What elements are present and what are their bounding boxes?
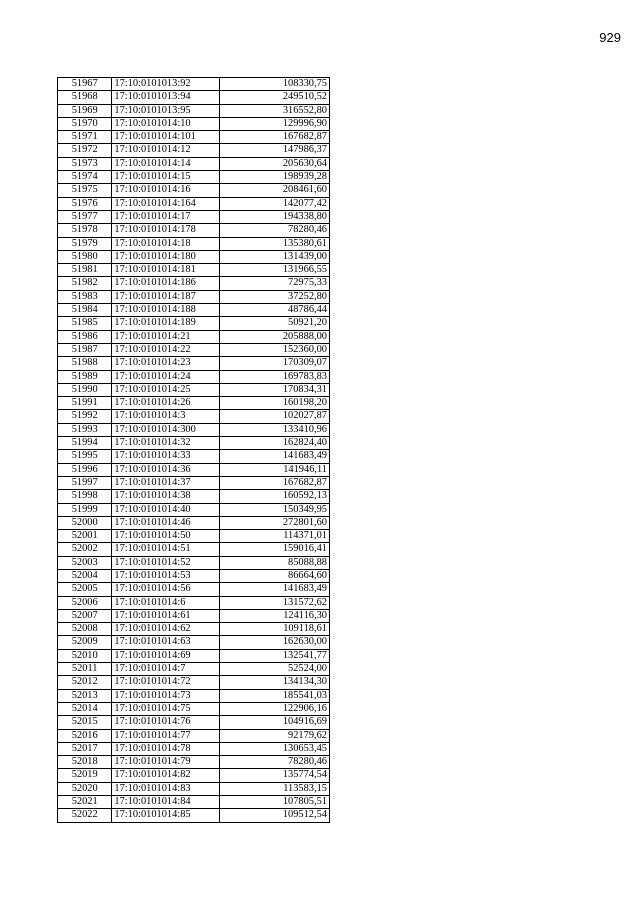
cadastral-value-cell: 113583,15 [220,782,330,795]
row-number-cell: 52013 [58,689,112,702]
row-number-cell: 51987 [58,343,112,356]
row-number-cell: 51992 [58,410,112,423]
table-row [58,742,330,755]
cadastral-number-cell: 17:10:0101014:53 [112,569,220,582]
cadastral-number-cell: 17:10:0101014:85 [112,809,220,822]
row-number-cell: 51997 [58,476,112,489]
cadastral-number-cell: 17:10:0101014:189 [112,317,220,330]
cadastral-value-cell: 109512,54 [220,809,330,822]
cadastral-number-cell: 17:10:0101014:6 [112,596,220,609]
cadastral-number-cell: 17:10:0101014:37 [112,476,220,489]
row-number-cell: 51988 [58,357,112,370]
cadastral-value-cell: 141683,49 [220,583,330,596]
table-row [58,171,330,184]
cadastral-value-cell: 37252,80 [220,290,330,303]
table-row [58,197,330,210]
table-row [58,503,330,516]
cadastral-number-cell: 17:10:0101014:77 [112,729,220,742]
cadastral-value-cell: 78280,46 [220,224,330,237]
cadastral-value-cell: 52524,00 [220,663,330,676]
table-row [58,543,330,556]
cadastral-number-cell: 17:10:0101014:82 [112,769,220,782]
table-row [58,490,330,503]
row-number-cell: 52009 [58,636,112,649]
row-number-cell: 51996 [58,463,112,476]
table-row [58,91,330,104]
table-row [58,343,330,356]
table-row [58,237,330,250]
cadastral-number-cell: 17:10:0101014:7 [112,663,220,676]
row-number-cell: 51978 [58,224,112,237]
cadastral-value-cell: 194338,80 [220,210,330,223]
cadastral-value-cell: 130653,45 [220,742,330,755]
row-number-cell: 52021 [58,796,112,809]
cadastral-value-cell: 92179,62 [220,729,330,742]
table-row [58,729,330,742]
cadastral-value-cell: 131966,55 [220,264,330,277]
cadastral-value-cell: 86664,60 [220,569,330,582]
table-body [58,78,330,823]
row-number-cell: 52011 [58,663,112,676]
table-row [58,476,330,489]
cadastral-number-cell: 17:10:0101014:76 [112,716,220,729]
row-number-cell: 51973 [58,157,112,170]
row-number-cell: 51986 [58,330,112,343]
row-number-cell: 51980 [58,250,112,263]
row-number-cell: 51974 [58,171,112,184]
cadastral-value-cell: 129996,90 [220,117,330,130]
cadastral-number-cell: 17:10:0101014:40 [112,503,220,516]
table-row [58,663,330,676]
table-row [58,410,330,423]
cadastral-value-cell: 109118,61 [220,623,330,636]
table-row [58,782,330,795]
cadastral-value-cell: 160198,20 [220,397,330,410]
cadastral-number-cell: 17:10:0101014:186 [112,277,220,290]
row-number-cell: 52017 [58,742,112,755]
row-number-cell: 52001 [58,530,112,543]
row-number-cell: 51977 [58,210,112,223]
row-number-cell: 51982 [58,277,112,290]
table-row [58,769,330,782]
cadastral-number-cell: 17:10:0101014:46 [112,516,220,529]
row-number-cell: 52016 [58,729,112,742]
row-number-cell: 52010 [58,649,112,662]
cadastral-value-cell: 107805,51 [220,796,330,809]
cadastral-number-cell: 17:10:0101014:33 [112,450,220,463]
cadastral-number-cell: 17:10:0101014:300 [112,423,220,436]
table-row [58,157,330,170]
row-number-cell: 52015 [58,716,112,729]
cadastral-value-cell: 249510,52 [220,91,330,104]
table-row [58,623,330,636]
cadastral-value-cell: 205888,00 [220,330,330,343]
cadastral-value-cell: 316552,80 [220,104,330,117]
cadastral-number-cell: 17:10:0101014:18 [112,237,220,250]
table-row [58,530,330,543]
cadastral-number-cell: 17:10:0101014:51 [112,543,220,556]
cadastral-value-cell: 133410,96 [220,423,330,436]
row-number-cell: 51981 [58,264,112,277]
table-row [58,210,330,223]
cadastral-number-cell: 17:10:0101014:16 [112,184,220,197]
cadastral-value-cell: 131572,62 [220,596,330,609]
table-row [58,104,330,117]
table-row [58,689,330,702]
cadastral-number-cell: 17:10:0101014:73 [112,689,220,702]
cadastral-number-cell: 17:10:0101014:23 [112,357,220,370]
cadastral-value-cell: 147986,37 [220,144,330,157]
cadastral-number-cell: 17:10:0101014:180 [112,250,220,263]
cadastral-value-cell: 198939,28 [220,171,330,184]
row-number-cell: 52020 [58,782,112,795]
cadastral-number-cell: 17:10:0101014:10 [112,117,220,130]
page-number: 929 [599,30,621,45]
cadastral-number-cell: 17:10:0101013:95 [112,104,220,117]
table-row [58,556,330,569]
table-row [58,370,330,383]
cadastral-value-cell: 167682,87 [220,476,330,489]
cadastral-value-cell: 141683,49 [220,450,330,463]
row-number-cell: 52019 [58,769,112,782]
cadastral-number-cell: 17:10:0101014:83 [112,782,220,795]
table-row [58,463,330,476]
cadastral-value-cell: 142077,42 [220,197,330,210]
cadastral-number-cell: 17:10:0101014:3 [112,410,220,423]
row-number-cell: 52004 [58,569,112,582]
row-number-cell: 51967 [58,78,112,91]
row-number-cell: 51970 [58,117,112,130]
cadastral-number-cell: 17:10:0101014:188 [112,304,220,317]
cadastral-value-cell: 208461,60 [220,184,330,197]
row-number-cell: 51991 [58,397,112,410]
row-number-cell: 52012 [58,676,112,689]
table-row [58,184,330,197]
cadastral-value-cell: 134134,30 [220,676,330,689]
cadastral-number-cell: 17:10:0101014:52 [112,556,220,569]
row-number-cell: 51984 [58,304,112,317]
cadastral-value-cell: 272801,60 [220,516,330,529]
table-row [58,756,330,769]
table-row [58,569,330,582]
table-row [58,357,330,370]
table-row [58,702,330,715]
cadastral-number-cell: 17:10:0101014:79 [112,756,220,769]
cadastral-value-cell: 141946,11 [220,463,330,476]
row-number-cell: 52007 [58,609,112,622]
row-number-cell: 52005 [58,583,112,596]
cadastral-value-cell: 135380,61 [220,237,330,250]
table-row [58,796,330,809]
cadastral-value-cell: 162824,40 [220,437,330,450]
cadastral-number-cell: 17:10:0101014:63 [112,636,220,649]
row-number-cell: 52002 [58,543,112,556]
cadastral-value-cell: 152360,00 [220,343,330,356]
cadastral-value-cell: 135774,54 [220,769,330,782]
table-row [58,450,330,463]
cadastral-number-cell: 17:10:0101014:21 [112,330,220,343]
cadastral-number-cell: 17:10:0101013:94 [112,91,220,104]
table-row [58,516,330,529]
cadastral-number-cell: 17:10:0101014:69 [112,649,220,662]
table-row [58,397,330,410]
row-number-cell: 51979 [58,237,112,250]
cadastral-value-cell: 124116,30 [220,609,330,622]
cadastral-number-cell: 17:10:0101014:101 [112,131,220,144]
row-number-cell: 52003 [58,556,112,569]
cadastral-number-cell: 17:10:0101014:15 [112,171,220,184]
cadastral-number-cell: 17:10:0101014:17 [112,210,220,223]
row-number-cell: 52006 [58,596,112,609]
cadastral-value-cell: 85088,88 [220,556,330,569]
cadastral-number-cell: 17:10:0101013:92 [112,78,220,91]
cadastral-value-cell: 150349,95 [220,503,330,516]
row-number-cell: 52000 [58,516,112,529]
table-row [58,809,330,822]
cadastral-value-cell: 78280,46 [220,756,330,769]
table-row [58,716,330,729]
cadastral-value-cell: 132541,77 [220,649,330,662]
cadastral-number-cell: 17:10:0101014:78 [112,742,220,755]
table-row [58,78,330,91]
table-row [58,264,330,277]
table-row [58,609,330,622]
row-number-cell: 51999 [58,503,112,516]
table-row [58,330,330,343]
cadastral-number-cell: 17:10:0101014:181 [112,264,220,277]
cadastral-number-cell: 17:10:0101014:12 [112,144,220,157]
table-row [58,131,330,144]
cadastral-number-cell: 17:10:0101014:26 [112,397,220,410]
cadastral-value-cell: 159016,41 [220,543,330,556]
row-number-cell: 51989 [58,370,112,383]
cadastral-number-cell: 17:10:0101014:62 [112,623,220,636]
cadastral-value-cell: 205630,64 [220,157,330,170]
row-number-cell: 51995 [58,450,112,463]
row-number-cell: 52014 [58,702,112,715]
cadastral-number-cell: 17:10:0101014:61 [112,609,220,622]
table-row [58,304,330,317]
table-row [58,290,330,303]
table-row [58,583,330,596]
table-row [58,437,330,450]
cadastral-number-cell: 17:10:0101014:38 [112,490,220,503]
row-number-cell: 51985 [58,317,112,330]
cadastral-number-cell: 17:10:0101014:164 [112,197,220,210]
table-row [58,636,330,649]
cadastral-number-cell: 17:10:0101014:24 [112,370,220,383]
row-number-cell: 51994 [58,437,112,450]
cadastral-value-cell: 122906,16 [220,702,330,715]
cadastral-number-cell: 17:10:0101014:84 [112,796,220,809]
row-number-cell: 51983 [58,290,112,303]
cadastral-value-cell: 48786,44 [220,304,330,317]
table-row [58,317,330,330]
cadastral-value-cell: 104916,69 [220,716,330,729]
table-row [58,596,330,609]
cadastral-value-cell: 162630,00 [220,636,330,649]
cadastral-value-cell: 170834,31 [220,383,330,396]
cadastral-number-cell: 17:10:0101014:75 [112,702,220,715]
table-row [58,144,330,157]
row-number-cell: 51990 [58,383,112,396]
cadastral-value-cell: 50921,20 [220,317,330,330]
cadastral-number-cell: 17:10:0101014:72 [112,676,220,689]
cadastral-number-cell: 17:10:0101014:14 [112,157,220,170]
table-row [58,676,330,689]
row-number-cell: 51972 [58,144,112,157]
cadastral-value-cell: 185541,03 [220,689,330,702]
cadastral-value-cell: 72975,33 [220,277,330,290]
cadastre-value-table [57,77,330,823]
row-number-cell: 51971 [58,131,112,144]
cadastral-number-cell: 17:10:0101014:178 [112,224,220,237]
table-row [58,383,330,396]
row-number-cell: 51998 [58,490,112,503]
row-number-cell: 51993 [58,423,112,436]
table-row [58,423,330,436]
row-number-cell: 52018 [58,756,112,769]
table-row [58,117,330,130]
cadastral-value-cell: 160592,13 [220,490,330,503]
cadastral-value-cell: 131439,00 [220,250,330,263]
table-row [58,649,330,662]
cadastral-number-cell: 17:10:0101014:187 [112,290,220,303]
cadastral-number-cell: 17:10:0101014:25 [112,383,220,396]
cadastral-number-cell: 17:10:0101014:56 [112,583,220,596]
cadastral-value-cell: 167682,87 [220,131,330,144]
table-row [58,277,330,290]
row-number-cell: 51968 [58,91,112,104]
cadastral-number-cell: 17:10:0101014:32 [112,437,220,450]
cadastral-number-cell: 17:10:0101014:36 [112,463,220,476]
cadastral-value-cell: 102027,87 [220,410,330,423]
row-number-cell: 51969 [58,104,112,117]
cadastral-number-cell: 17:10:0101014:50 [112,530,220,543]
cadastral-value-cell: 114371,01 [220,530,330,543]
row-number-cell: 52008 [58,623,112,636]
cadastral-number-cell: 17:10:0101014:22 [112,343,220,356]
cadastral-value-cell: 169783,83 [220,370,330,383]
table-row [58,224,330,237]
cadastral-value-cell: 170309,07 [220,357,330,370]
table-row [58,250,330,263]
row-number-cell: 51976 [58,197,112,210]
row-number-cell: 51975 [58,184,112,197]
row-number-cell: 52022 [58,809,112,822]
cadastral-value-cell: 108330,75 [220,78,330,91]
